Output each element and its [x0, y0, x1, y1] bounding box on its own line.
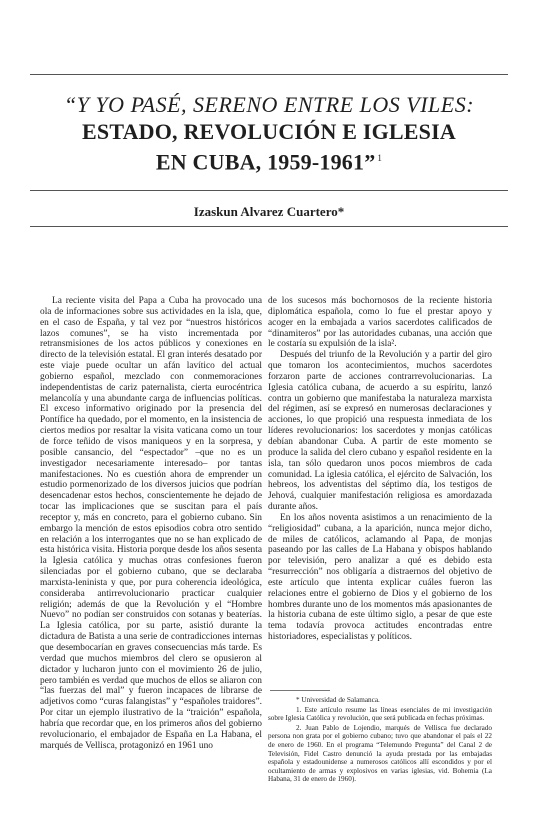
left-column — [40, 296, 262, 751]
left-paragraph: La reciente visita del Papa a Cuba ha provocado una ola de informaciones sobre sus actividades en la isla, que, en el caso de España, y tal vez por “nuestros históricos lazos comunes”, se ha visto incrementada por retransmisiones de los actos públicos y conexiones en directo de la televisión estatal. El gran interés desatado por este viaje puede ocultar un afán lavítico del actual gobierno español, mezclado con conmemoraciones independentistas de cariz paternalista, cierta eurocéntrica melancolía y una abundante carga de influencias políticas. El exceso informativo originado por la presencia del Pontífice ha quedado, por el momento, en la insistencia de ciertos medios por resaltar la visita vaticana como un tour de force teñido de visos maniqueos y en la sorpresa, y posible cansancio, del “espectador” –que no es un investigador necesariamente interesado– por tantas manifestaciones. No es cuestión ahora de emprender un estudio pormenorizado de los diversos juicios que podrían desencadenar estos hechos, conscientemente he dejado de tocar las implicaciones que se suscitan para el país receptor y, más en concreto, para el gobierno cubano. Sin embargo la mención de estos episodios cobra otro sentido en relación a los interrogantes que no se han explicado de esta histórica visita. Historia porque desde los años sesenta la Iglesia católica y muchas otras confesiones fueron silenciadas por el gobierno cubano, que se declaraba marxista-leninista y que, por pura coherencia ideológica, consideraba antirrevolucionario practicar cualquier religión; además de que la Revolución y el “Hombre Nuevo” no podían ser construidos con sotanas y beaterías. La Iglesia católica, por su parte, asistió durante la dictadura de Batista a una serie de contradicciones internas que desembocarían en graves consecuencias más tarde. Es verdad que muchos miembros del clero se opusieron al dictador y lucharon junto con el movimiento 26 de julio, pero también es verdad que muchos de ellos se aliaron con “las fuerzas del mal” y fueron incapaces de librarse de adjetivos como “curas falangistas” y “españoles traidores”. Por citar un ejemplo ilustrativo de la “traición” española, habría que recordar que, en los primeros años del gobierno revolucionario, el embajador de España en La Habana, el marqués de Vellisca, protagonizó en 1961 uno — [40, 296, 262, 751]
footnote-mark: 2. — [296, 723, 302, 732]
footnote — [268, 696, 492, 705]
right-paragraph: Después del triunfo de la Revolución y a partir del giro que tomaron los acontecimientos, muchos sacerdotes forzaron parte de acciones contrarrevolucionarias. La Iglesia católica cubana, de acuerdo a su espíritu, lanzó contra un gobierno que manifestaba la naturaleza marxista del régimen, así se expresó en numerosas declaraciones y acciones, lo que propició una respuesta inmediata de los líderes revolucionarios: los sacerdotes y monjas católicas debían abandonar Cuba. A partir de este momento se produce la salida del clero cubano y español residente en la isla, tan sólo quedaron unos pocos miembros de cada comunidad. La iglesia católica, el ejército de Salvación, los hebreos, los adventistas del séptimo día, los testigos de Jehová, cualquier manifestación religiosa es amordazada durante años. — [268, 350, 492, 513]
footnote-mark: * — [296, 696, 300, 704]
title-bottom-rule — [30, 190, 508, 191]
footnote-text: Este artículo resume las líneas esenciales de mi investigación sobre Iglesia Católica y revolución, que será publicada en fechas próximas. — [268, 705, 492, 723]
title-line-3: EN CUBA, 1959-1961” — [155, 149, 376, 175]
right-column — [268, 296, 492, 643]
article-title — [30, 92, 508, 175]
footnote — [268, 706, 492, 723]
title-note-ref: 1 — [377, 153, 383, 163]
footnote-text: Universidad de Salamanca. — [301, 696, 380, 704]
footnote-rule — [270, 690, 330, 691]
title-line-1: “Y YO PASÉ, SERENO ENTRE LOS VILES: — [63, 92, 475, 117]
footnote — [268, 724, 492, 784]
right-paragraph: En los años noventa asistimos a un renacimiento de la “religiosidad” cubana, a la aparición, nunca mejor dicho, de miles de católicos, aclamando al Papa, de monjas paseando por las calles de La Habana y obispos hablando por televisión, pero analizar a qué es debido esta “resurrección” nos obligaría a distraernos del objetivo de este artículo que intenta explicar cuáles fueron las relaciones entre el gobierno de Dios y el gobierno de los hombres durante uno de los momentos más apasionantes de la historia cubana de este último siglo, a pesar de que este tema todavía provoca actitudes encontradas entre historiadores, especialistas y políticos. — [268, 512, 492, 643]
footnotes — [268, 696, 492, 785]
footnote-text: Juan Pablo de Lojendio, marqués de Vellisca fue declarado persona non grata por el gobierno cubano; tuvo que abandonar el país el 22 de enero de 1960. En el programa “Telemundo Pregunta” del Canal 2 de Televisión, Fidel Castro denunció la ayuda prestada por las embajadas española y estadounidense a numerosos católicos allí escondidos y por el ocultamiento de armas y explosivos en varias iglesias, vid. Bohemia (La Habana, 31 de enero de 1960). — [268, 723, 492, 784]
title-line-2: ESTADO, REVOLUCIÓN E IGLESIA — [82, 119, 456, 144]
author-rule — [30, 226, 508, 227]
footnote-mark: 1. — [296, 705, 302, 714]
top-rule — [30, 74, 508, 75]
author-name: Izaskun Alvarez Cuartero* — [193, 204, 345, 219]
right-paragraph: de los sucesos más bochornosos de la reciente historia diplomática española, como lo fue el prestar apoyo y acoger en la embajada a varios sacerdotes calificados de “dinamiteros” por las autoridades cubanas, una acción que le costaría su expulsión de la isla². — [268, 296, 492, 350]
